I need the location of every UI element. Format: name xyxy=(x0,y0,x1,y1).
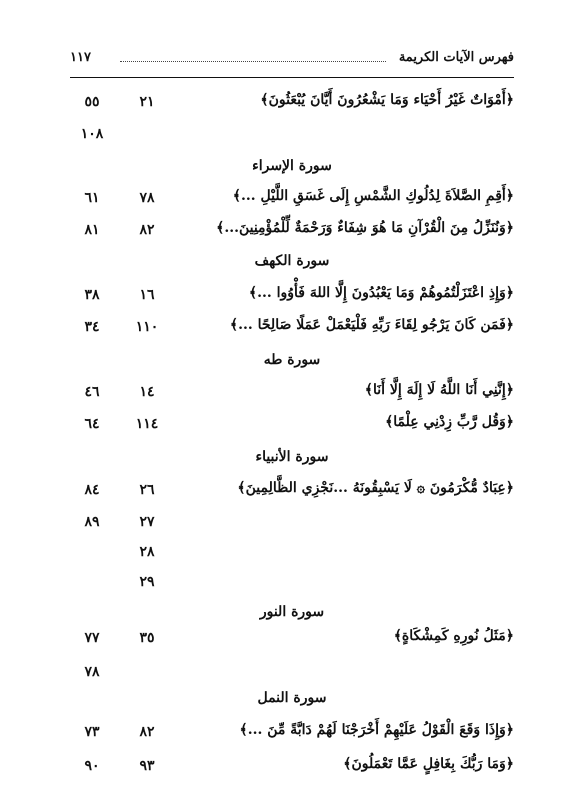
page-reference: ١٠٨ xyxy=(80,126,104,142)
index-row xyxy=(70,570,514,600)
index-row xyxy=(70,626,514,656)
page-reference: ٣٨ xyxy=(84,287,100,303)
surah-heading: سورة الأنبياء xyxy=(255,449,329,465)
surah-heading: سورة الكهف xyxy=(254,253,330,269)
verse-text: ﴿وَإِذَا وَقَعَ الْقَوْلُ عَلَيْهِمْ أَخْرَجْنَا لَهُمْ دَابَّةً مِّنَ ...﴾ xyxy=(239,722,514,738)
verse-text: ﴿وَنُنَزِّلُ مِنَ الْقُرْآنِ مَا هُوَ شِفَاءٌ وَرَحْمَةٌ لِّلْمُؤْمِنِينَ...﴾ xyxy=(216,220,514,236)
verse-text: ﴿وَقُل رَّبِّ زِدْنِي عِلْمًا﴾ xyxy=(385,414,514,430)
verse-number: ٩٣ xyxy=(139,758,155,774)
verse-number: ٨٢ xyxy=(139,724,155,740)
page-reference: ٩٠ xyxy=(84,758,100,774)
verse-text: ﴿وَإِذِ اعْتَزَلْتُمُوهُمْ وَمَا يَعْبُدُونَ إِلَّا اللهَ فَأْوُوا ...﴾ xyxy=(248,285,514,301)
verse-text: ﴿وَمَا رَبُّكَ بِغَافِلٍ عَمَّا تَعْمَلُونَ﴾ xyxy=(343,756,514,772)
header-leader-dots xyxy=(120,61,386,62)
page-reference: ٧٣ xyxy=(84,724,100,740)
verse-number: ١٦ xyxy=(139,287,155,303)
verse-number: ١٤ xyxy=(139,384,155,400)
verse-text: ﴿أَمْوَاتٌ غَيْرُ أَحْيَاء وَمَا يَشْعُرُونَ أَيَّانَ يُبْعَثُونَ﴾ xyxy=(260,92,514,108)
surah-heading: سورة النمل xyxy=(257,690,327,706)
index-row xyxy=(70,90,514,120)
verse-number: ٢٦ xyxy=(139,482,155,498)
index-row xyxy=(70,660,514,690)
page-reference: ٦١ xyxy=(84,190,100,206)
page-reference: ٨٤ xyxy=(84,482,100,498)
verse-number: ٢٨ xyxy=(139,544,155,560)
verse-text: ﴿إِنَّنِي أَنَا اللَّهُ لَا إِلَهَ إِلَّا أَنَا﴾ xyxy=(364,382,514,398)
surah-heading: سورة النور xyxy=(259,604,325,620)
index-row xyxy=(70,510,514,540)
running-header xyxy=(70,50,514,74)
page-reference: ٣٤ xyxy=(84,319,100,335)
verse-number: ٨٢ xyxy=(139,222,155,238)
verse-text: ﴿مَثَلُ نُورِهِ كَمِشْكَاةٍ﴾ xyxy=(393,628,514,644)
index-row xyxy=(70,754,514,784)
page-reference: ٥٥ xyxy=(84,94,100,110)
surah-heading: سورة طه xyxy=(263,352,321,368)
header-title: فهرس الآيات الكريمة xyxy=(398,50,514,65)
index-row xyxy=(70,186,514,216)
header-rule xyxy=(70,77,514,78)
index-row xyxy=(70,283,514,313)
verse-number: ٢٩ xyxy=(139,574,155,590)
page-reference: ٧٨ xyxy=(84,664,100,680)
verse-text: ﴿أَقِمِ الصَّلاَةَ لِدُلُوكِ الشَّمْسِ إِلَى غَسَقِ اللَّيْلِ ...﴾ xyxy=(232,188,514,204)
index-row xyxy=(70,720,514,750)
page-reference: ٨٩ xyxy=(84,514,100,530)
verse-number: ٢١ xyxy=(139,94,155,110)
index-row xyxy=(70,540,514,570)
index-row xyxy=(70,478,514,508)
verse-text: ﴿فَمَن كَانَ يَرْجُو لِقَاءَ رَبِّهِ فَلْيَعْمَلْ عَمَلًا صَالِحًا ...﴾ xyxy=(229,317,514,333)
index-row xyxy=(70,315,514,345)
page-reference: ٨١ xyxy=(84,222,100,238)
header-page-number: ١١٧ xyxy=(70,50,91,65)
page-reference: ٤٦ xyxy=(84,384,100,400)
page-reference: ٦٤ xyxy=(84,416,100,432)
index-row xyxy=(70,122,514,152)
verse-number: ١١٤ xyxy=(135,416,159,432)
index-row xyxy=(70,412,514,442)
page-reference: ٧٧ xyxy=(84,630,100,646)
verse-text: ﴿عِبَادٌ مُّكْرَمُونَ ۞ لَا يَسْبِقُونَهُ ...نَجْزِي الظَّالِمِينَ﴾ xyxy=(237,480,514,496)
verse-number: ٣٥ xyxy=(139,630,155,646)
verse-number: ٧٨ xyxy=(139,190,155,206)
verse-number: ١١٠ xyxy=(135,319,159,335)
surah-heading: سورة الإسراء xyxy=(252,158,332,174)
index-row xyxy=(70,380,514,410)
index-row xyxy=(70,218,514,248)
verse-number: ٢٧ xyxy=(139,514,155,530)
